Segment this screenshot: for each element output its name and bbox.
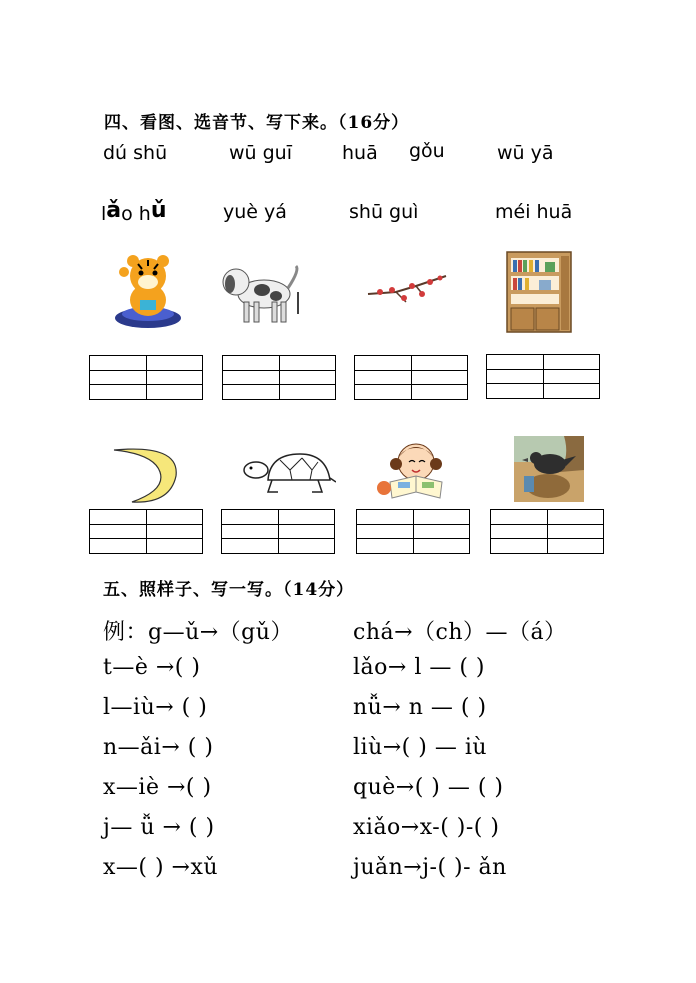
answer-grid-7[interactable] [356, 509, 470, 554]
moon-icon [110, 446, 180, 504]
exercise-right-2[interactable]: nǚ→ n — ( ) [353, 695, 487, 720]
exercise-right-4[interactable]: què→( ) — ( ) [353, 775, 504, 800]
exercise-right-6[interactable]: juǎn→j-( )- ǎn [353, 855, 507, 880]
answer-grid-4[interactable] [486, 354, 600, 399]
answer-grid-6[interactable] [221, 509, 335, 554]
turtle-icon [240, 450, 336, 496]
section4-title: 四、看图、选音节、写下来。（16分） [104, 113, 410, 133]
exercise-left-6[interactable]: x—( ) →xǔ [103, 855, 219, 880]
answer-grid-8[interactable] [490, 509, 604, 554]
pinyin-shugui: shū guì [349, 201, 419, 223]
exercise-right-5[interactable]: xiǎo→x-( )-( ) [353, 815, 500, 840]
answer-grid-1[interactable] [89, 355, 203, 400]
answer-grid-5[interactable] [89, 509, 203, 554]
bookcase-icon [505, 250, 573, 334]
exercise-left-4[interactable]: x—iè →( ) [103, 775, 212, 800]
example-left-0: 例：g—ǔ→（gǔ） [103, 620, 293, 645]
pinyin-laohu [101, 198, 167, 225]
exercise-left-5[interactable]: j— ǚ → ( ) [103, 815, 215, 840]
answer-grid-3[interactable] [354, 355, 468, 400]
exercise-left-2[interactable]: l—iù→ ( ) [103, 695, 208, 720]
pinyin-dushu: dú shū [103, 142, 168, 164]
pinyin-wugui: wū guī [229, 142, 293, 164]
pinyin-hua: huā [342, 142, 378, 164]
pinyin-yueya: yuè yá [223, 201, 287, 223]
girl-reading-icon [376, 436, 456, 502]
example-right-0: chá→（ch）—（á） [353, 620, 567, 645]
plum-branch-icon [366, 272, 450, 308]
laohu-part-l: l [101, 203, 107, 225]
pinyin-wuya: wū yā [497, 142, 554, 164]
laohu-part-a: ǎ [106, 198, 122, 223]
exercise-left-3[interactable]: n—ǎi→ ( ) [103, 735, 214, 760]
pinyin-gou: gǒu [409, 140, 445, 162]
exercise-right-3[interactable]: liù→( ) — iù [353, 735, 488, 760]
pinyin-meihua: méi huā [495, 201, 573, 223]
answer-grid-2[interactable] [222, 355, 336, 400]
exercise-left-1[interactable]: t—è →( ) [103, 655, 201, 680]
laohu-part-oh: o h [121, 203, 151, 225]
crow-icon [514, 436, 584, 502]
section5-title: 五、照样子、写一写。（14分） [103, 580, 355, 600]
tiger-icon [110, 252, 186, 330]
dog-icon [218, 262, 304, 326]
exercise-right-1[interactable]: lǎo→ l — ( ) [353, 655, 486, 680]
laohu-part-u: ǔ [150, 198, 167, 223]
